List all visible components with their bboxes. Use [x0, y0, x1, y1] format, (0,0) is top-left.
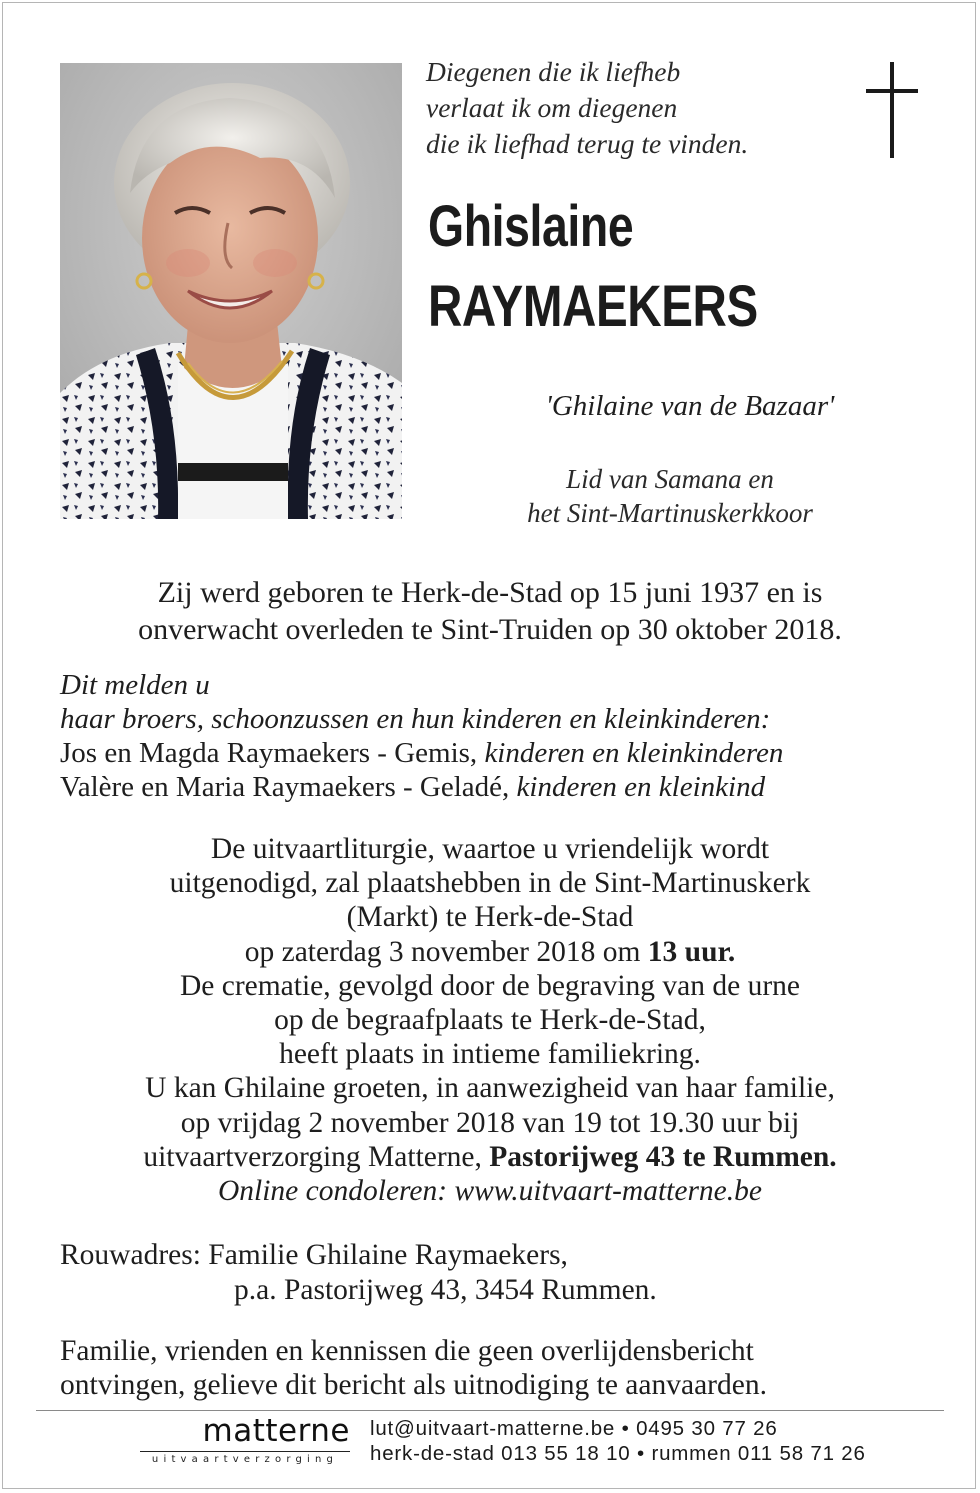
ceremony-line: (Markt) te Herk-de-Stad [346, 901, 634, 934]
announcement [60, 668, 960, 804]
ceremony-line: op vrijdag 2 november 2018 van 19 tot 19.30 uur bij [180, 1106, 800, 1139]
poem-line: Diegenen die ik liefheb [426, 56, 681, 87]
contact-line: lut@uitvaart-matterne.be • 0495 30 77 26 [370, 1417, 778, 1440]
brand-tagline: uitvaartverzorging [151, 1454, 339, 1465]
brand-name: matterne [202, 1413, 350, 1449]
brand-logo [140, 1411, 350, 1468]
ceremony-line: De crematie, gevolgd door de begraving van de urne [179, 969, 801, 1002]
membership [430, 462, 910, 530]
family-names: Jos en Magda Raymaekers - Gemis, [60, 737, 478, 769]
poem-line: die ik liefhad terug te vinden. [426, 128, 749, 159]
ceremony-info [40, 832, 940, 1208]
contact-info [370, 1416, 970, 1466]
ceremony-line: op de begraafplaats te Herk-de-Stad, [274, 1004, 706, 1037]
membership-line: het Sint-Martinuskerkkoor [527, 498, 813, 528]
ceremony-line: De uitvaartliturgie, waartoe u vriendelijk wordt [210, 833, 770, 865]
ceremony-line [40, 935, 940, 969]
ceremony-date: op zaterdag 3 november 2018 om [244, 935, 641, 968]
ceremony-line: U kan Ghilaine groeten, in aanwezigheid van haar familie, [145, 1072, 835, 1105]
portrait-photo [60, 63, 402, 519]
last-name: RAYMAEKERS [428, 274, 758, 339]
latin-cross-icon [862, 62, 922, 160]
note-line: ontvingen, gelieve dit bericht als uitnodiging te aanvaarden. [60, 1369, 767, 1401]
birth-death-info [40, 574, 940, 648]
ceremony-line: uitgenodigd, zal plaatshebben in de Sint-Martinuskerk [169, 867, 811, 900]
contact-line: herk-de-stad 013 55 18 10 • rummen 011 58 71 26 [370, 1442, 866, 1465]
note-line: Familie, vrienden en kennissen die geen overlijdensbericht [60, 1335, 754, 1367]
mourning-address-line: Rouwadres: Familie Ghilaine Raymaekers, [60, 1239, 568, 1271]
nickname: 'Ghilaine van de Bazaar' [545, 390, 835, 422]
death-line: onverwacht overleden te Sint-Truiden op 30 oktober 2018. [138, 613, 842, 646]
mourning-address-line: p.a. Pastorijweg 43, 3454 Rummen. [234, 1274, 657, 1306]
online-condolence: Online condoleren: www.uitvaart-matterne.be [217, 1175, 762, 1208]
membership-line: Lid van Samana en [566, 464, 774, 494]
poem [426, 54, 846, 162]
family-names: Valère en Maria Raymaekers - Geladé, [60, 771, 510, 803]
birth-line: Zij werd geboren te Herk-de-Stad op 15 juni 1937 en is [157, 576, 823, 609]
family-row [60, 736, 960, 770]
funeral-home: uitvaartverzorging Matterne, [143, 1140, 482, 1173]
ceremony-line: heeft plaats in intieme familiekring. [279, 1038, 701, 1071]
mourning-address [60, 1238, 960, 1308]
invitation-note [60, 1334, 960, 1402]
family-relation: kinderen en kleinkind [516, 771, 766, 803]
first-name: Ghislaine [428, 194, 634, 259]
funeral-home-address: Pastorijweg 43 te Rummen. [489, 1140, 837, 1173]
ceremony-line [40, 1140, 940, 1174]
announcement-intro: haar broers, schoonzussen en hun kinderen en kleinkinderen: [60, 703, 771, 735]
announcement-intro: Dit melden u [60, 669, 210, 701]
poem-line: verlaat ik om diegenen [426, 92, 678, 123]
family-relation: kinderen en kleinkinderen [484, 737, 784, 769]
family-row [60, 770, 960, 804]
ceremony-time: 13 uur. [647, 935, 736, 968]
